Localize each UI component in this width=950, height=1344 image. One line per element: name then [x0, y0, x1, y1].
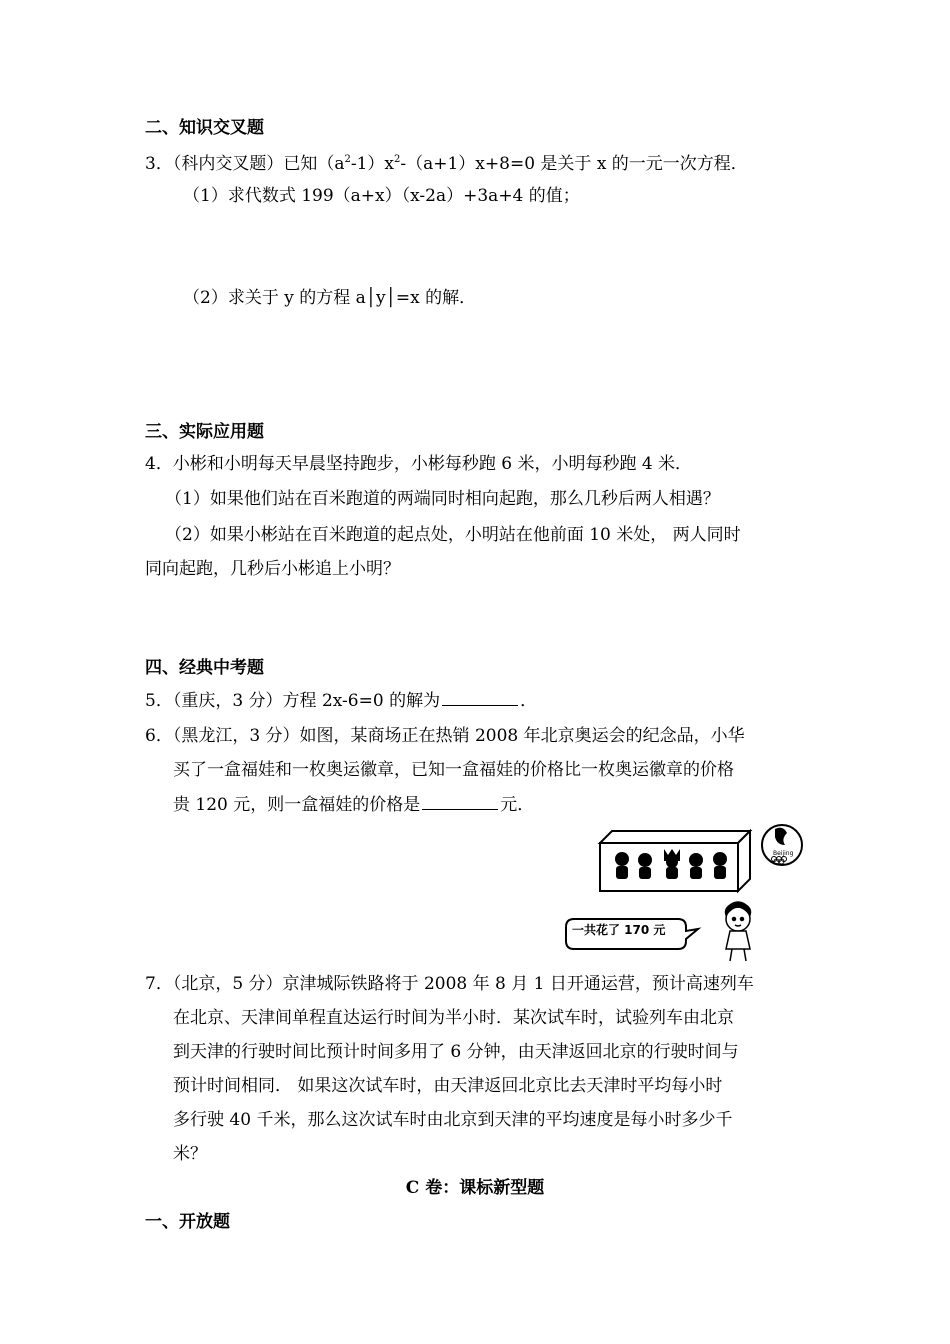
question-7-line-3: 到天津的行驶时间比预计时间多用了 6 分钟，由天津返回北京的行驶时间与: [173, 1042, 739, 1062]
question-6-line-1: 6．（黑龙江，3 分）如图，某商场正在热销 2008 年北京奥运会的纪念品，小华: [145, 726, 745, 746]
q5-text: 5．（重庆，3 分）方程 2x-6=0 的解为: [145, 691, 441, 711]
question-4-part-1: （1）如果他们站在百米跑道的两端同时相向起跑，那么几秒后两人相遇？: [165, 489, 720, 509]
girl-figure: [726, 902, 751, 961]
answer-blank: [442, 688, 518, 706]
q3-stem-part-c: -（a+1）x+8=0 是关于 x 的一元一次方程．: [400, 154, 748, 174]
olympic-badge-icon: [762, 825, 802, 865]
question-7-line-1: 7．（北京，5 分）京津城际铁路将于 2008 年 8 月 1 日开通运营，预计高速列车: [145, 974, 754, 994]
section-heading-classic-exam: 四、经典中考题: [145, 658, 264, 678]
section-heading-knowledge-cross: 二、知识交叉题: [145, 118, 264, 138]
question-6-line-3: [173, 792, 534, 817]
section-heading-c-paper: C 卷：课标新型题: [405, 1178, 545, 1198]
question-3-part-2: （2）求关于 y 的方程 a│y│=x 的解．: [183, 288, 477, 308]
speech-bubble-text: 一共花了 170 元: [572, 923, 666, 937]
question-7-line-5: 多行驶 40 千米，那么这次试车时由北京到天津的平均速度是每小时多少千: [173, 1110, 733, 1130]
question-3-part-1: （1）求代数式 199（a+x）（x-2a）+3a+4 的值；: [183, 186, 580, 206]
q3-superscript-1: 2: [344, 154, 351, 165]
svg-text:Beijing: Beijing: [773, 850, 794, 857]
q5-end: ．: [520, 691, 538, 711]
question-3-stem: [145, 148, 748, 176]
question-4-part-2-line-2: 同向起跑，几秒后小彬追上小明？: [145, 559, 400, 579]
q3-stem-part-a: 3．（科内交叉题）已知（a: [145, 154, 345, 174]
question-6-line-2: 买了一盒福娃和一枚奥运徽章，已知一盒福娃的价格比一枚奥运徽章的价格: [173, 760, 734, 780]
q6-line-3-end: 元．: [500, 795, 535, 815]
section-heading-open-questions: 一、开放题: [145, 1212, 230, 1232]
question-4-stem: 4．小彬和小明每天早晨坚持跑步，小彬每秒跑 6 米，小明每秒跑 4 米．: [145, 454, 693, 474]
question-5: [145, 688, 537, 713]
question-4-part-2-line-1: （2）如果小彬站在百米跑道的起点处，小明站在他前面 10 米处， 两人同时: [165, 525, 741, 545]
question-7-line-2: 在北京、天津间单程直达运行时间为半小时．某次试车时，试验列车由北京: [173, 1008, 734, 1028]
q3-stem-part-b: -1）x: [350, 154, 394, 174]
question-7-line-4: 预计时间相同． 如果这次试车时，由天津返回北京比去天津时平均每小时: [173, 1076, 723, 1096]
question-7-line-6: 米？: [173, 1144, 207, 1164]
q6-line-3-text: 贵 120 元，则一盒福娃的价格是: [173, 795, 421, 815]
q3-superscript-2: 2: [393, 154, 401, 165]
answer-blank: [422, 792, 498, 810]
section-heading-practical: 三、实际应用题: [145, 422, 264, 442]
olympic-souvenir-illustration: [560, 815, 810, 965]
